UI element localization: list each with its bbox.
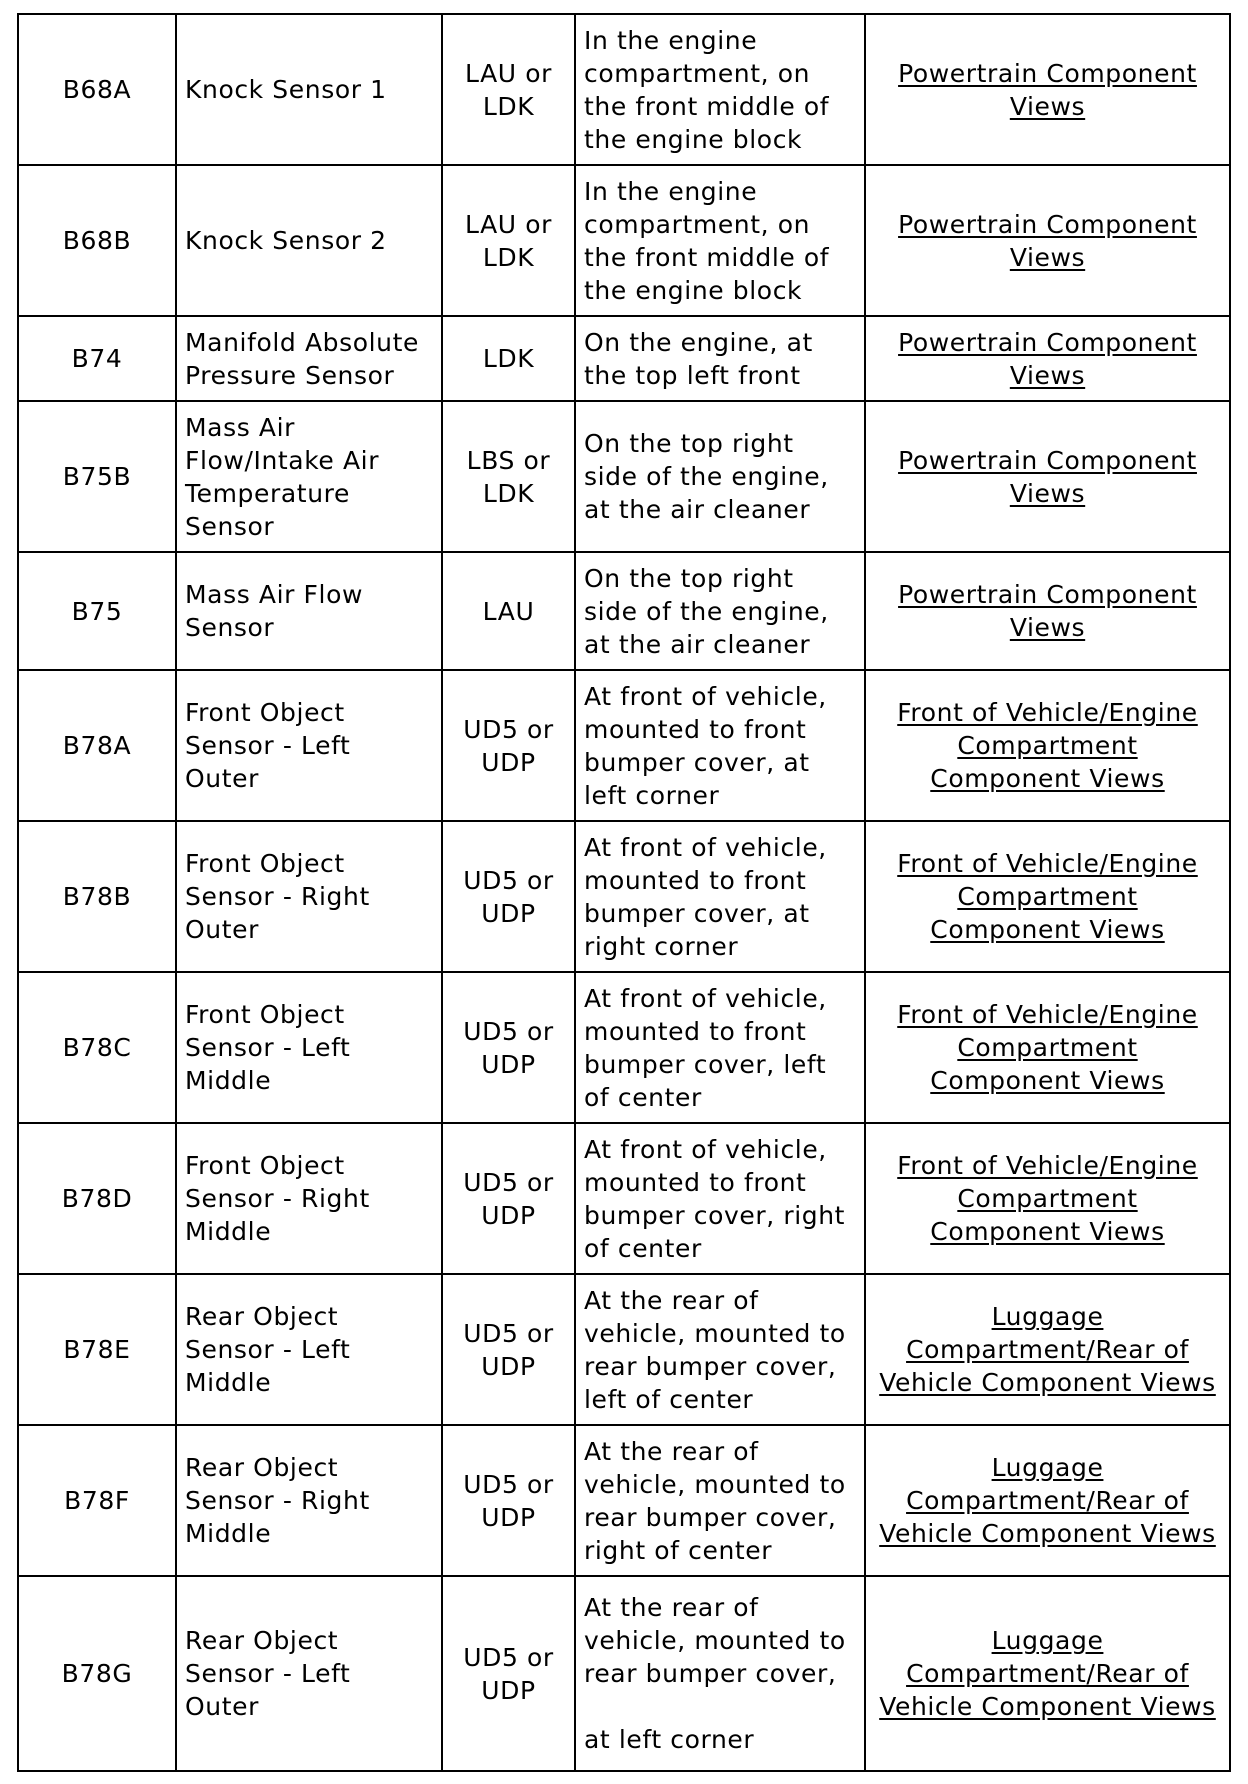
component-name: Knock Sensor 2 xyxy=(176,165,442,316)
component-options: UD5 or UDP xyxy=(442,821,575,972)
component-options: UD5 or UDP xyxy=(442,1576,575,1771)
component-location: At the rear of vehicle, mounted to rear bumper cover, at left corner xyxy=(575,1576,865,1771)
component-location: On the top right side of the engine, at the air cleaner xyxy=(575,552,865,670)
component-id: B78F xyxy=(18,1425,176,1576)
component-options: LAU or LDK xyxy=(442,165,575,316)
view-cell xyxy=(865,1123,1230,1274)
table-row xyxy=(18,1274,1230,1425)
component-options: UD5 or UDP xyxy=(442,1425,575,1576)
component-view-link[interactable]: Front of Vehicle/Engine Compartment Component Views xyxy=(897,698,1198,793)
component-name: Mass Air Flow/Intake Air Temperature Sensor xyxy=(176,401,442,552)
component-location: At the rear of vehicle, mounted to rear bumper cover, left of center xyxy=(575,1274,865,1425)
component-options: LBS or LDK xyxy=(442,401,575,552)
view-cell xyxy=(865,1576,1230,1771)
component-location: At front of vehicle, mounted to front bumper cover, at right corner xyxy=(575,821,865,972)
component-id: B78B xyxy=(18,821,176,972)
component-options: LAU xyxy=(442,552,575,670)
component-view-link[interactable]: Luggage Compartment/Rear of Vehicle Component Views xyxy=(879,1453,1216,1548)
component-view-link[interactable]: Front of Vehicle/Engine Compartment Component Views xyxy=(897,1000,1198,1095)
table-row xyxy=(18,165,1230,316)
component-location: At the rear of vehicle, mounted to rear bumper cover, right of center xyxy=(575,1425,865,1576)
component-name: Knock Sensor 1 xyxy=(176,14,442,165)
component-id: B74 xyxy=(18,316,176,401)
view-cell xyxy=(865,316,1230,401)
component-id: B68A xyxy=(18,14,176,165)
view-cell xyxy=(865,401,1230,552)
component-name: Front Object Sensor - Left Outer xyxy=(176,670,442,821)
component-location: At front of vehicle, mounted to front bumper cover, at left corner xyxy=(575,670,865,821)
component-view-link[interactable]: Luggage Compartment/Rear of Vehicle Component Views xyxy=(879,1302,1216,1397)
component-view-link[interactable]: Powertrain Component Views xyxy=(898,58,1197,121)
table-row xyxy=(18,14,1230,165)
table-row xyxy=(18,670,1230,821)
component-view-link[interactable]: Powertrain Component Views xyxy=(898,580,1197,642)
component-id: B78E xyxy=(18,1274,176,1425)
component-view-link[interactable]: Powertrain Component Views xyxy=(898,445,1197,508)
component-id: B78G xyxy=(18,1576,176,1771)
component-locator-table xyxy=(17,13,1231,1772)
view-cell xyxy=(865,972,1230,1123)
table-row xyxy=(18,821,1230,972)
component-location: On the top right side of the engine, at the air cleaner xyxy=(575,401,865,552)
table-body xyxy=(18,14,1230,1771)
component-id: B75 xyxy=(18,552,176,670)
component-name: Rear Object Sensor - Left Outer xyxy=(176,1576,442,1771)
view-cell xyxy=(865,821,1230,972)
view-cell xyxy=(865,670,1230,821)
component-name: Mass Air Flow Sensor xyxy=(176,552,442,670)
table-row xyxy=(18,401,1230,552)
table-row xyxy=(18,972,1230,1123)
component-view-link[interactable]: Powertrain Component Views xyxy=(898,209,1197,272)
view-cell xyxy=(865,552,1230,670)
component-view-link[interactable]: Front of Vehicle/Engine Compartment Component Views xyxy=(897,849,1198,944)
component-id: B78C xyxy=(18,972,176,1123)
table-row xyxy=(18,1425,1230,1576)
component-id: B78D xyxy=(18,1123,176,1274)
component-name: Rear Object Sensor - Left Middle xyxy=(176,1274,442,1425)
component-view-link[interactable]: Powertrain Component Views xyxy=(898,327,1197,390)
table-row xyxy=(18,552,1230,670)
component-options: UD5 or UDP xyxy=(442,972,575,1123)
view-cell xyxy=(865,165,1230,316)
component-location: At front of vehicle, mounted to front bumper cover, right of center xyxy=(575,1123,865,1274)
component-options: UD5 or UDP xyxy=(442,1123,575,1274)
component-name: Front Object Sensor - Left Middle xyxy=(176,972,442,1123)
component-location: On the engine, at the top left front xyxy=(575,316,865,401)
table-row xyxy=(18,316,1230,401)
component-id: B68B xyxy=(18,165,176,316)
component-id: B75B xyxy=(18,401,176,552)
component-location: At front of vehicle, mounted to front bumper cover, left of center xyxy=(575,972,865,1123)
component-location: In the engine compartment, on the front middle of the engine block xyxy=(575,165,865,316)
component-options: LAU or LDK xyxy=(442,14,575,165)
table-row xyxy=(18,1576,1230,1771)
component-options: UD5 or UDP xyxy=(442,670,575,821)
component-location: In the engine compartment, on the front middle of the engine block xyxy=(575,14,865,165)
component-options: LDK xyxy=(442,316,575,401)
view-cell xyxy=(865,1274,1230,1425)
component-view-link[interactable]: Luggage Compartment/Rear of Vehicle Component Views xyxy=(879,1626,1216,1721)
component-view-link[interactable]: Front of Vehicle/Engine Compartment Component Views xyxy=(897,1151,1198,1246)
component-name: Rear Object Sensor - Right Middle xyxy=(176,1425,442,1576)
component-name: Manifold Absolute Pressure Sensor xyxy=(176,316,442,401)
component-id: B78A xyxy=(18,670,176,821)
view-cell xyxy=(865,1425,1230,1576)
view-cell xyxy=(865,14,1230,165)
component-name: Front Object Sensor - Right Outer xyxy=(176,821,442,972)
table-row xyxy=(18,1123,1230,1274)
component-options: UD5 or UDP xyxy=(442,1274,575,1425)
component-name: Front Object Sensor - Right Middle xyxy=(176,1123,442,1274)
